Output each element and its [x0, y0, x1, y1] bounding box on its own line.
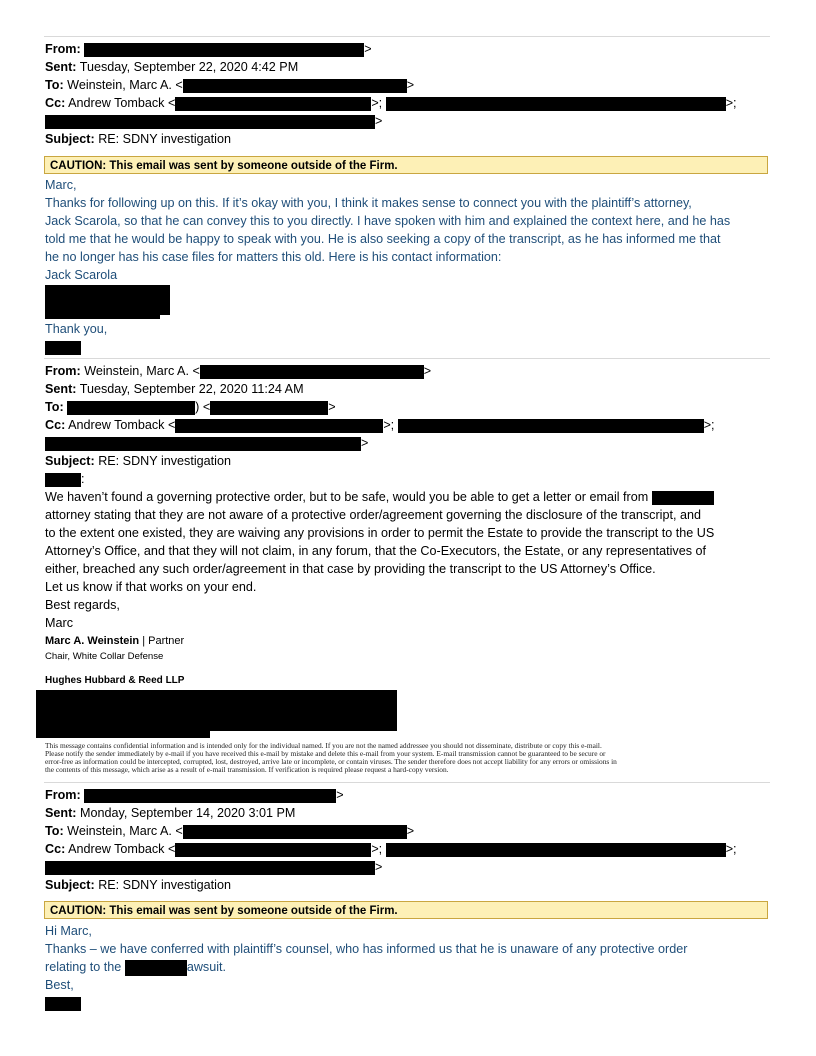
salutation: :	[45, 470, 85, 488]
cc-line-continued: >	[45, 434, 368, 452]
caution-banner: CAUTION: This email was sent by someone outside of the Firm.	[44, 901, 768, 919]
caution-banner: CAUTION: This email was sent by someone outside of the Firm.	[44, 156, 768, 174]
body-line: Let us know if that works on your end.	[45, 580, 257, 594]
redaction	[45, 861, 375, 875]
signoff: Marc	[45, 616, 73, 630]
redaction	[175, 843, 371, 857]
redaction	[386, 843, 726, 857]
body-line: Thanks – we have conferred with plaintiff’s counsel, who has informed us that he is unaware of any protective order	[45, 942, 688, 956]
redaction	[45, 473, 81, 487]
redaction	[84, 789, 336, 803]
redaction	[36, 690, 397, 731]
from-line: From: >	[45, 788, 344, 802]
disclaimer-line: Please notify the sender immediately by e-mail if you have received this e-mail by mistake and delete this e-mail from your system. E-mail transmission cannot be guaranteed to be secure or	[45, 749, 606, 758]
subject-line: Subject: RE: SDNY investigation	[45, 454, 231, 468]
cc-line: Cc: Andrew Tomback < >; >;	[45, 842, 737, 856]
sent-line: Sent: Monday, September 14, 2020 3:01 PM	[45, 806, 296, 820]
cc-line-continued: >	[45, 858, 382, 876]
to-line: To: Weinstein, Marc A. < >	[45, 824, 415, 838]
redaction	[45, 314, 160, 319]
redaction	[386, 97, 726, 111]
redaction	[45, 115, 375, 129]
disclaimer-line: the contents of this message, which arise as a result of e-mail transmission. If verification is required please request a hard-copy version.	[45, 765, 449, 774]
redaction	[45, 997, 81, 1011]
redaction	[45, 285, 170, 315]
firm-name: Hughes Hubbard & Reed LLP	[45, 675, 185, 686]
greeting: Hi Marc,	[45, 924, 92, 938]
redaction	[175, 97, 371, 111]
redaction	[210, 401, 328, 415]
signature-title: Chair, White Collar Defense	[45, 651, 164, 662]
disclaimer-line: error-free as information could be intercepted, corrupted, lost, destroyed, arrive late or incomplete, or contain viruses. The sender therefore does not accept liability for any errors or omissions in	[45, 757, 617, 766]
body-line: told me that he would be happy to speak with you. He is also seeking a copy of the transcript, as he has informed me that	[45, 232, 721, 246]
redaction	[125, 960, 187, 976]
subject-line: Subject: RE: SDNY investigation	[45, 878, 231, 892]
body-line: either, breached any such order/agreement in that case by providing the transcript to the US Attorney’s Office.	[45, 562, 656, 576]
redaction	[36, 730, 210, 738]
disclaimer-line: This message contains confidential information and is intended only for the individual named. If you are not the named addressee you should not disseminate, distribute or copy this e-mail.	[45, 741, 602, 750]
from-line: From: Weinstein, Marc A. < >	[45, 364, 432, 378]
sent-line: Sent: Tuesday, September 22, 2020 11:24 AM	[45, 382, 304, 396]
from-line: From: >	[45, 42, 372, 56]
redaction	[67, 401, 195, 415]
subject-line: Subject: RE: SDNY investigation	[45, 132, 231, 146]
closing: Best,	[45, 978, 74, 992]
divider	[44, 782, 770, 783]
contact-name: Jack Scarola	[45, 268, 118, 282]
body-line: he no longer has his case files for matters this old. Here is his contact information:	[45, 250, 502, 264]
redaction	[84, 43, 364, 57]
redaction	[398, 419, 704, 433]
body-line: relating to the awsuit.	[45, 960, 227, 974]
body-line: attorney stating that they are not aware of a protective order/agreement governing the disclosure of the transcript, and	[45, 508, 701, 522]
body-line: We haven’t found a governing protective order, but to be safe, would you be able to get a letter or email from	[45, 488, 714, 506]
redaction	[183, 825, 407, 839]
body-line: Thanks for following up on this. If it’s okay with you, I think it makes sense to connect you with the plaintiff’s attorney,	[45, 196, 692, 210]
thanks: Thank you,	[45, 322, 108, 336]
cc-line: Cc: Andrew Tomback < >; >;	[45, 96, 737, 110]
redaction	[200, 365, 424, 379]
closing: Best regards,	[45, 598, 120, 612]
redaction	[183, 79, 407, 93]
sent-line: Sent: Tuesday, September 22, 2020 4:42 PM	[45, 60, 299, 74]
body-line: Jack Scarola, so that he can convey this to you directly. I have spoken with him and explained the context here, and he has	[45, 214, 731, 228]
body-line: Attorney’s Office, and that they will not claim, in any forum, that the Co-Executors, the Estate, or any representatives of	[45, 544, 707, 558]
cc-line-continued: >	[45, 112, 382, 130]
divider	[44, 358, 770, 359]
redaction	[175, 419, 383, 433]
redaction	[45, 341, 81, 355]
to-line: To: Weinstein, Marc A. < >	[45, 78, 415, 92]
redaction	[45, 437, 361, 451]
to-line: To: ) < >	[45, 400, 336, 414]
redaction	[652, 491, 714, 505]
body-line: to the extent one existed, they are waiving any provisions in order to permit the Estate to provide the transcript to the US	[45, 526, 715, 540]
cc-line: Cc: Andrew Tomback < >; >;	[45, 418, 715, 432]
signature-name-line: Marc A. Weinstein | Partner	[45, 635, 185, 647]
greeting: Marc,	[45, 178, 77, 192]
divider	[44, 36, 770, 37]
